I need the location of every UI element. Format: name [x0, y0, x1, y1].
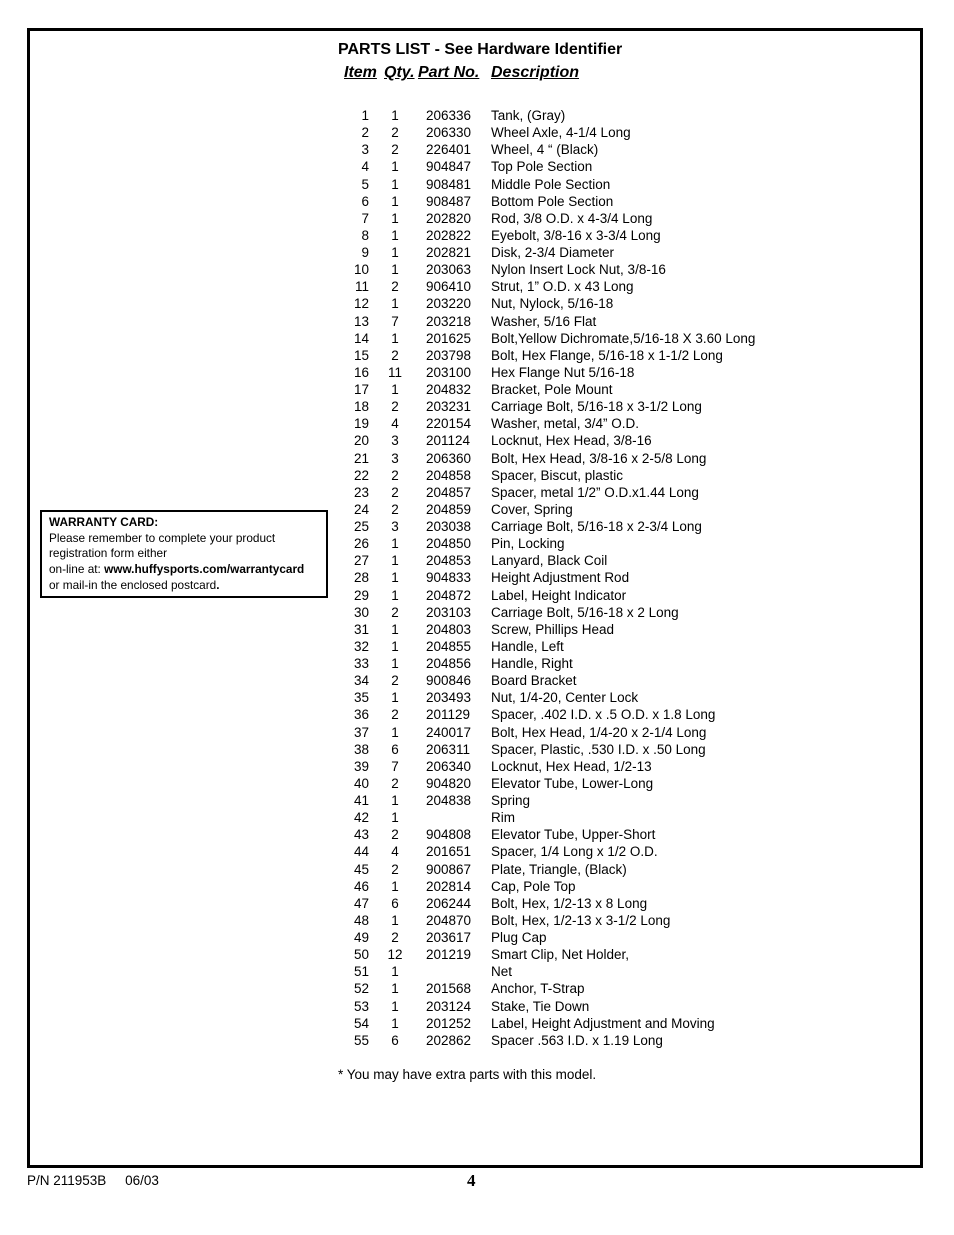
table-row: [330, 689, 850, 706]
item-part-no: 904820: [426, 775, 472, 791]
warranty-line-3: [49, 562, 319, 578]
item-description: Rim: [491, 810, 515, 826]
item-qty: 11: [387, 364, 402, 380]
footer-part-number: [27, 1173, 159, 1188]
item-description: Nylon Insert Lock Nut, 3/8-16: [491, 262, 666, 278]
item-description: Cap, Pole Top: [491, 878, 576, 894]
table-row: [330, 758, 850, 775]
table-row: [330, 244, 850, 261]
item-part-no: 201129: [426, 707, 471, 723]
item-number: 29: [353, 587, 369, 603]
item-qty: 1: [391, 536, 399, 552]
table-row: [330, 741, 850, 758]
item-description: Locknut, Hex Head, 1/2-13: [491, 758, 652, 774]
table-row: [330, 364, 850, 381]
item-part-no: 226401: [426, 142, 472, 158]
item-description: Spacer, Biscut, plastic: [491, 467, 624, 483]
table-row: [330, 295, 850, 312]
item-description: Middle Pole Section: [491, 176, 611, 192]
item-description: Strut, 1” O.D. x 43 Long: [491, 279, 634, 295]
item-part-no: 204853: [426, 553, 472, 569]
table-row: [330, 929, 850, 946]
item-part-no: 908487: [426, 193, 472, 209]
item-description: Screw, Phillips Head: [491, 621, 615, 637]
item-number: 36: [353, 707, 369, 723]
item-number: 52: [353, 981, 369, 997]
item-description: Nut, Nylock, 5/16-18: [491, 296, 614, 312]
item-description: Wheel Axle, 4-1/4 Long: [491, 125, 631, 141]
table-row: [330, 878, 850, 895]
table-row: [330, 843, 850, 860]
table-row: [330, 792, 850, 809]
table-row: [330, 809, 850, 826]
item-qty: 1: [391, 553, 399, 569]
item-part-no: 240017: [426, 724, 472, 740]
item-qty: 1: [391, 382, 399, 397]
item-number: 37: [353, 724, 369, 740]
table-row: [330, 912, 850, 929]
item-number: 13: [353, 313, 369, 329]
page-number: 4: [467, 1171, 476, 1190]
item-number: 51: [353, 964, 369, 980]
item-description: Net: [491, 964, 513, 980]
table-row: [330, 141, 850, 158]
item-part-no: 203124: [426, 998, 472, 1014]
item-qty: 1: [391, 193, 399, 209]
item-qty: 3: [391, 433, 399, 449]
item-part-no: 204856: [426, 656, 472, 671]
item-number: 18: [353, 399, 369, 415]
table-row: [330, 158, 850, 175]
table-row: [330, 1015, 850, 1032]
item-description: Nut, 1/4-20, Center Lock: [491, 690, 639, 706]
item-qty: 6: [391, 1032, 399, 1048]
item-qty: 2: [391, 399, 399, 415]
item-qty: 2: [391, 861, 399, 877]
item-qty: 2: [391, 484, 399, 500]
item-number: 6: [361, 193, 369, 209]
table-row: [330, 998, 850, 1015]
item-description: Label, Height Indicator: [491, 587, 627, 603]
item-number: 2: [361, 125, 369, 141]
item-description: Spacer, Plastic, .530 I.D. x .50 Long: [491, 741, 706, 757]
table-row: [330, 450, 850, 467]
item-part-no: 904833: [426, 570, 472, 586]
item-number: 16: [353, 364, 369, 380]
item-number: 27: [353, 553, 369, 569]
item-part-no: 206311: [426, 741, 471, 757]
item-part-no: 904808: [426, 827, 472, 843]
item-number: 33: [353, 656, 369, 671]
item-qty: 4: [391, 416, 399, 432]
item-number: 38: [353, 741, 369, 757]
item-number: 31: [353, 621, 369, 637]
item-description: Spacer, metal 1/2” O.D.x1.44 Long: [491, 484, 699, 500]
item-description: Disk, 2-3/4 Diameter: [491, 245, 615, 260]
footer-pn: P/N 211953B: [27, 1173, 107, 1188]
item-part-no: 900846: [426, 673, 472, 689]
item-description: Label, Height Adjustment and Moving: [491, 1015, 715, 1031]
item-part-no: 201625: [426, 330, 472, 346]
item-number: 47: [353, 895, 369, 911]
header-qty: Qty.: [384, 64, 415, 81]
item-part-no: 206330: [426, 125, 472, 141]
item-description: Eyebolt, 3/8-16 x 3-3/4 Long: [491, 227, 661, 243]
item-qty: 6: [391, 895, 399, 911]
header-description: Description: [491, 64, 580, 81]
item-part-no: 204870: [426, 912, 472, 928]
item-number: 55: [353, 1032, 369, 1048]
table-row: [330, 330, 850, 347]
item-number: 32: [353, 638, 369, 654]
item-number: 45: [353, 861, 369, 877]
footer-date: 06/03: [125, 1173, 159, 1188]
item-number: 26: [353, 536, 369, 552]
item-description: Bolt, Hex Flange, 5/16-18 x 1-1/2 Long: [491, 347, 723, 363]
item-qty: 6: [391, 741, 399, 757]
item-description: Bolt, Hex Head, 3/8-16 x 2-5/8 Long: [491, 450, 707, 466]
table-row: [330, 775, 850, 792]
item-description: Stake, Tie Down: [491, 998, 590, 1014]
warranty-line-4: [49, 578, 319, 594]
table-row: [330, 946, 850, 963]
item-description: Elevator Tube, Upper-Short: [491, 827, 656, 843]
item-description: Height Adjustment Rod: [491, 570, 630, 586]
item-qty: 1: [391, 690, 399, 706]
item-description: Spring: [491, 793, 531, 808]
item-description: Board Bracket: [491, 673, 577, 689]
item-qty: 1: [391, 296, 399, 312]
table-row: [330, 518, 850, 535]
item-description: Bolt, Hex Head, 1/4-20 x 2-1/4 Long: [491, 724, 707, 740]
item-part-no: 204872: [426, 587, 472, 603]
table-row: [330, 467, 850, 484]
item-description: Carriage Bolt, 5/16-18 x 2 Long: [491, 604, 679, 620]
item-qty: 1: [391, 1015, 399, 1031]
table-row: [330, 278, 850, 295]
item-number: 43: [353, 827, 369, 843]
item-part-no: 203231: [426, 399, 472, 415]
item-number: 46: [353, 878, 369, 894]
table-row: [330, 587, 850, 604]
item-description: Pin, Locking: [491, 536, 565, 552]
item-number: 11: [354, 279, 369, 295]
warranty-url[interactable]: www.huffysports.com/warrantycard: [104, 562, 305, 577]
parts-table: [330, 107, 850, 1049]
table-row: [330, 107, 850, 124]
table-row: [330, 1032, 850, 1049]
item-number: 40: [353, 775, 369, 791]
item-number: 9: [361, 245, 369, 260]
item-part-no: 201124: [426, 433, 471, 449]
item-part-no: 202820: [426, 210, 472, 226]
item-qty: 1: [391, 159, 399, 175]
item-number: 34: [353, 673, 369, 689]
item-qty: 2: [391, 707, 399, 723]
item-description: Carriage Bolt, 5/16-18 x 3-1/2 Long: [491, 399, 702, 415]
table-row: [330, 569, 850, 586]
table-row: [330, 432, 850, 449]
item-qty: 1: [391, 981, 399, 997]
item-description: Cover, Spring: [491, 501, 573, 517]
item-part-no: 904847: [426, 159, 472, 175]
item-part-no: 201219: [426, 947, 472, 963]
item-part-no: 206336: [426, 108, 472, 123]
item-part-no: 908481: [426, 176, 472, 192]
item-number: 48: [353, 912, 369, 928]
warranty-online-prefix: on-line at:: [49, 562, 105, 577]
item-part-no: 201568: [426, 981, 472, 997]
item-number: 28: [353, 570, 369, 586]
table-row: [330, 980, 850, 997]
item-part-no: 203493: [426, 690, 472, 706]
item-qty: 1: [391, 245, 399, 260]
item-number: 5: [361, 176, 369, 192]
item-qty: 3: [391, 519, 399, 534]
item-number: 3: [361, 142, 369, 158]
item-qty: 12: [387, 947, 403, 963]
item-qty: 7: [391, 313, 399, 329]
item-number: 20: [353, 433, 369, 449]
item-part-no: 201252: [426, 1015, 472, 1031]
item-description: Anchor, T-Strap: [491, 981, 585, 997]
item-part-no: 206340: [426, 758, 472, 774]
item-qty: 2: [391, 501, 399, 517]
item-qty: 7: [391, 758, 399, 774]
item-qty: 1: [391, 227, 399, 243]
item-qty: 1: [391, 878, 399, 894]
item-part-no: 203103: [426, 604, 472, 620]
item-description: Hex Flange Nut 5/16-18: [491, 364, 635, 380]
item-qty: 1: [391, 262, 399, 278]
table-row: [330, 826, 850, 843]
item-description: Bracket, Pole Mount: [491, 382, 613, 397]
item-number: 22: [353, 467, 369, 483]
item-description: Handle, Left: [491, 638, 564, 654]
table-row: [330, 535, 850, 552]
item-part-no: 204855: [426, 638, 472, 654]
table-row: [330, 963, 850, 980]
item-qty: 1: [391, 724, 399, 740]
item-part-no: 204838: [426, 793, 472, 808]
item-part-no: 204858: [426, 467, 472, 483]
item-description: Bolt, Hex, 1/2-13 x 3-1/2 Long: [491, 912, 671, 928]
item-qty: 1: [391, 330, 399, 346]
table-row: [330, 861, 850, 878]
item-part-no: 206244: [426, 895, 472, 911]
parts-list-title: PARTS LIST - See Hardware Identifier: [338, 41, 623, 58]
item-description: Carriage Bolt, 5/16-18 x 2-3/4 Long: [491, 519, 702, 534]
item-number: 41: [353, 793, 369, 808]
item-part-no: 203798: [426, 347, 472, 363]
warranty-title: WARRANTY CARD:: [49, 515, 159, 529]
item-part-no: 201651: [426, 844, 472, 860]
table-row: [330, 381, 850, 398]
item-number: 25: [353, 519, 369, 534]
table-row: [330, 484, 850, 501]
table-row: [330, 313, 850, 330]
table-row: [330, 672, 850, 689]
item-part-no: 204832: [426, 382, 472, 397]
item-description: Bolt,Yellow Dichromate,5/16-18 X 3.60 Long: [491, 330, 756, 346]
item-number: 53: [353, 998, 369, 1014]
header-part-no: Part No.: [418, 64, 480, 81]
item-description: Rod, 3/8 O.D. x 4-3/4 Long: [491, 210, 653, 226]
item-qty: 2: [391, 673, 399, 689]
item-description: Tank, (Gray): [491, 108, 566, 123]
item-number: 17: [353, 382, 369, 397]
item-qty: 1: [391, 587, 399, 603]
item-part-no: 202862: [426, 1032, 472, 1048]
item-description: Elevator Tube, Lower-Long: [491, 775, 654, 791]
item-number: 54: [353, 1015, 369, 1031]
item-part-no: 220154: [426, 416, 472, 432]
item-number: 23: [353, 484, 369, 500]
item-number: 49: [353, 930, 369, 945]
item-qty: 2: [391, 347, 399, 363]
item-number: 50: [353, 947, 369, 963]
table-row: [330, 706, 850, 723]
item-qty: 1: [391, 638, 399, 654]
item-qty: 1: [391, 793, 399, 808]
item-part-no: 900867: [426, 861, 472, 877]
table-row: [330, 398, 850, 415]
extra-parts-note: * You may have extra parts with this model.: [338, 1067, 597, 1082]
item-description: Washer, 5/16 Flat: [491, 313, 597, 329]
item-qty: 1: [391, 176, 399, 192]
item-qty: 2: [391, 279, 399, 295]
warranty-line-1: Please remember to complete your product: [49, 530, 276, 545]
table-row: [330, 724, 850, 741]
item-description: Wheel, 4 “ (Black): [491, 142, 599, 158]
item-number: 19: [353, 416, 369, 432]
item-part-no: 206360: [426, 450, 472, 466]
item-number: 10: [353, 262, 369, 278]
table-row: [330, 621, 850, 638]
item-part-no: 203617: [426, 930, 472, 945]
item-qty: 1: [391, 912, 399, 928]
table-row: [330, 124, 850, 141]
item-number: 21: [353, 450, 369, 466]
warranty-card-box: [40, 510, 328, 598]
item-description: Lanyard, Black Coil: [491, 553, 608, 569]
table-row: [330, 176, 850, 193]
item-part-no: 203100: [426, 364, 472, 380]
item-number: 15: [353, 347, 369, 363]
item-qty: 2: [391, 930, 399, 945]
item-qty: 3: [391, 450, 399, 466]
table-row: [330, 227, 850, 244]
table-row: [330, 655, 850, 672]
item-description: Spacer, .402 I.D. x .5 O.D. x 1.8 Long: [491, 707, 716, 723]
item-part-no: 203038: [426, 519, 472, 534]
item-qty: 4: [391, 844, 399, 860]
table-row: [330, 604, 850, 621]
table-row: [330, 347, 850, 364]
item-qty: 1: [391, 210, 399, 226]
item-description: Handle, Right: [491, 656, 573, 671]
item-qty: 1: [391, 108, 399, 123]
item-qty: 2: [391, 604, 399, 620]
item-part-no: 202821: [426, 245, 472, 260]
item-description: Spacer .563 I.D. x 1.19 Long: [491, 1032, 663, 1048]
table-row: [330, 895, 850, 912]
item-number: 1: [361, 108, 369, 123]
item-number: 8: [361, 227, 369, 243]
item-qty: 2: [391, 827, 399, 843]
table-row: [330, 193, 850, 210]
item-number: 7: [361, 210, 369, 226]
item-part-no: 204803: [426, 621, 472, 637]
item-qty: 1: [391, 998, 399, 1014]
table-row: [330, 638, 850, 655]
item-number: 24: [353, 501, 369, 517]
item-number: 39: [353, 758, 369, 774]
item-part-no: 202814: [426, 878, 472, 894]
item-description: Bolt, Hex, 1/2-13 x 8 Long: [491, 895, 648, 911]
item-part-no: 204857: [426, 484, 472, 500]
item-description: Plug Cap: [491, 930, 547, 945]
header-item: Item: [344, 64, 377, 81]
item-qty: 1: [391, 656, 399, 671]
item-number: 44: [353, 844, 369, 860]
item-description: Washer, metal, 3/4” O.D.: [491, 416, 640, 432]
table-row: [330, 210, 850, 227]
warranty-line-2: registration form either: [49, 546, 168, 561]
table-row: [330, 501, 850, 518]
item-qty: 1: [391, 810, 399, 826]
item-part-no: 204850: [426, 536, 472, 552]
warranty-mail-text: or mail-in the enclosed postcard: [49, 577, 217, 592]
item-number: 14: [353, 330, 369, 346]
item-part-no: 202822: [426, 227, 472, 243]
item-part-no: 203063: [426, 262, 472, 278]
item-number: 30: [353, 604, 369, 620]
item-qty: 1: [391, 621, 399, 637]
item-description: Locknut, Hex Head, 3/8-16: [491, 433, 652, 449]
item-qty: 1: [391, 964, 399, 980]
item-number: 35: [353, 690, 369, 706]
item-description: Top Pole Section: [491, 159, 593, 175]
item-number: 4: [361, 159, 369, 175]
item-part-no: 204859: [426, 501, 472, 517]
item-number: 12: [353, 296, 369, 312]
item-part-no: 203220: [426, 296, 472, 312]
table-row: [330, 261, 850, 278]
item-description: Bottom Pole Section: [491, 193, 614, 209]
item-description: Smart Clip, Net Holder,: [491, 947, 630, 963]
item-description: Plate, Triangle, (Black): [491, 861, 627, 877]
item-number: 42: [353, 810, 369, 826]
item-qty: 2: [391, 467, 399, 483]
table-row: [330, 415, 850, 432]
item-part-no: 203218: [426, 313, 472, 329]
item-qty: 2: [391, 775, 399, 791]
item-qty: 2: [391, 125, 399, 141]
warranty-period: .: [216, 577, 220, 592]
item-part-no: 906410: [426, 279, 472, 295]
item-description: Spacer, 1/4 Long x 1/2 O.D.: [491, 844, 658, 860]
item-qty: 1: [391, 570, 399, 586]
table-row: [330, 552, 850, 569]
item-qty: 2: [391, 142, 399, 158]
